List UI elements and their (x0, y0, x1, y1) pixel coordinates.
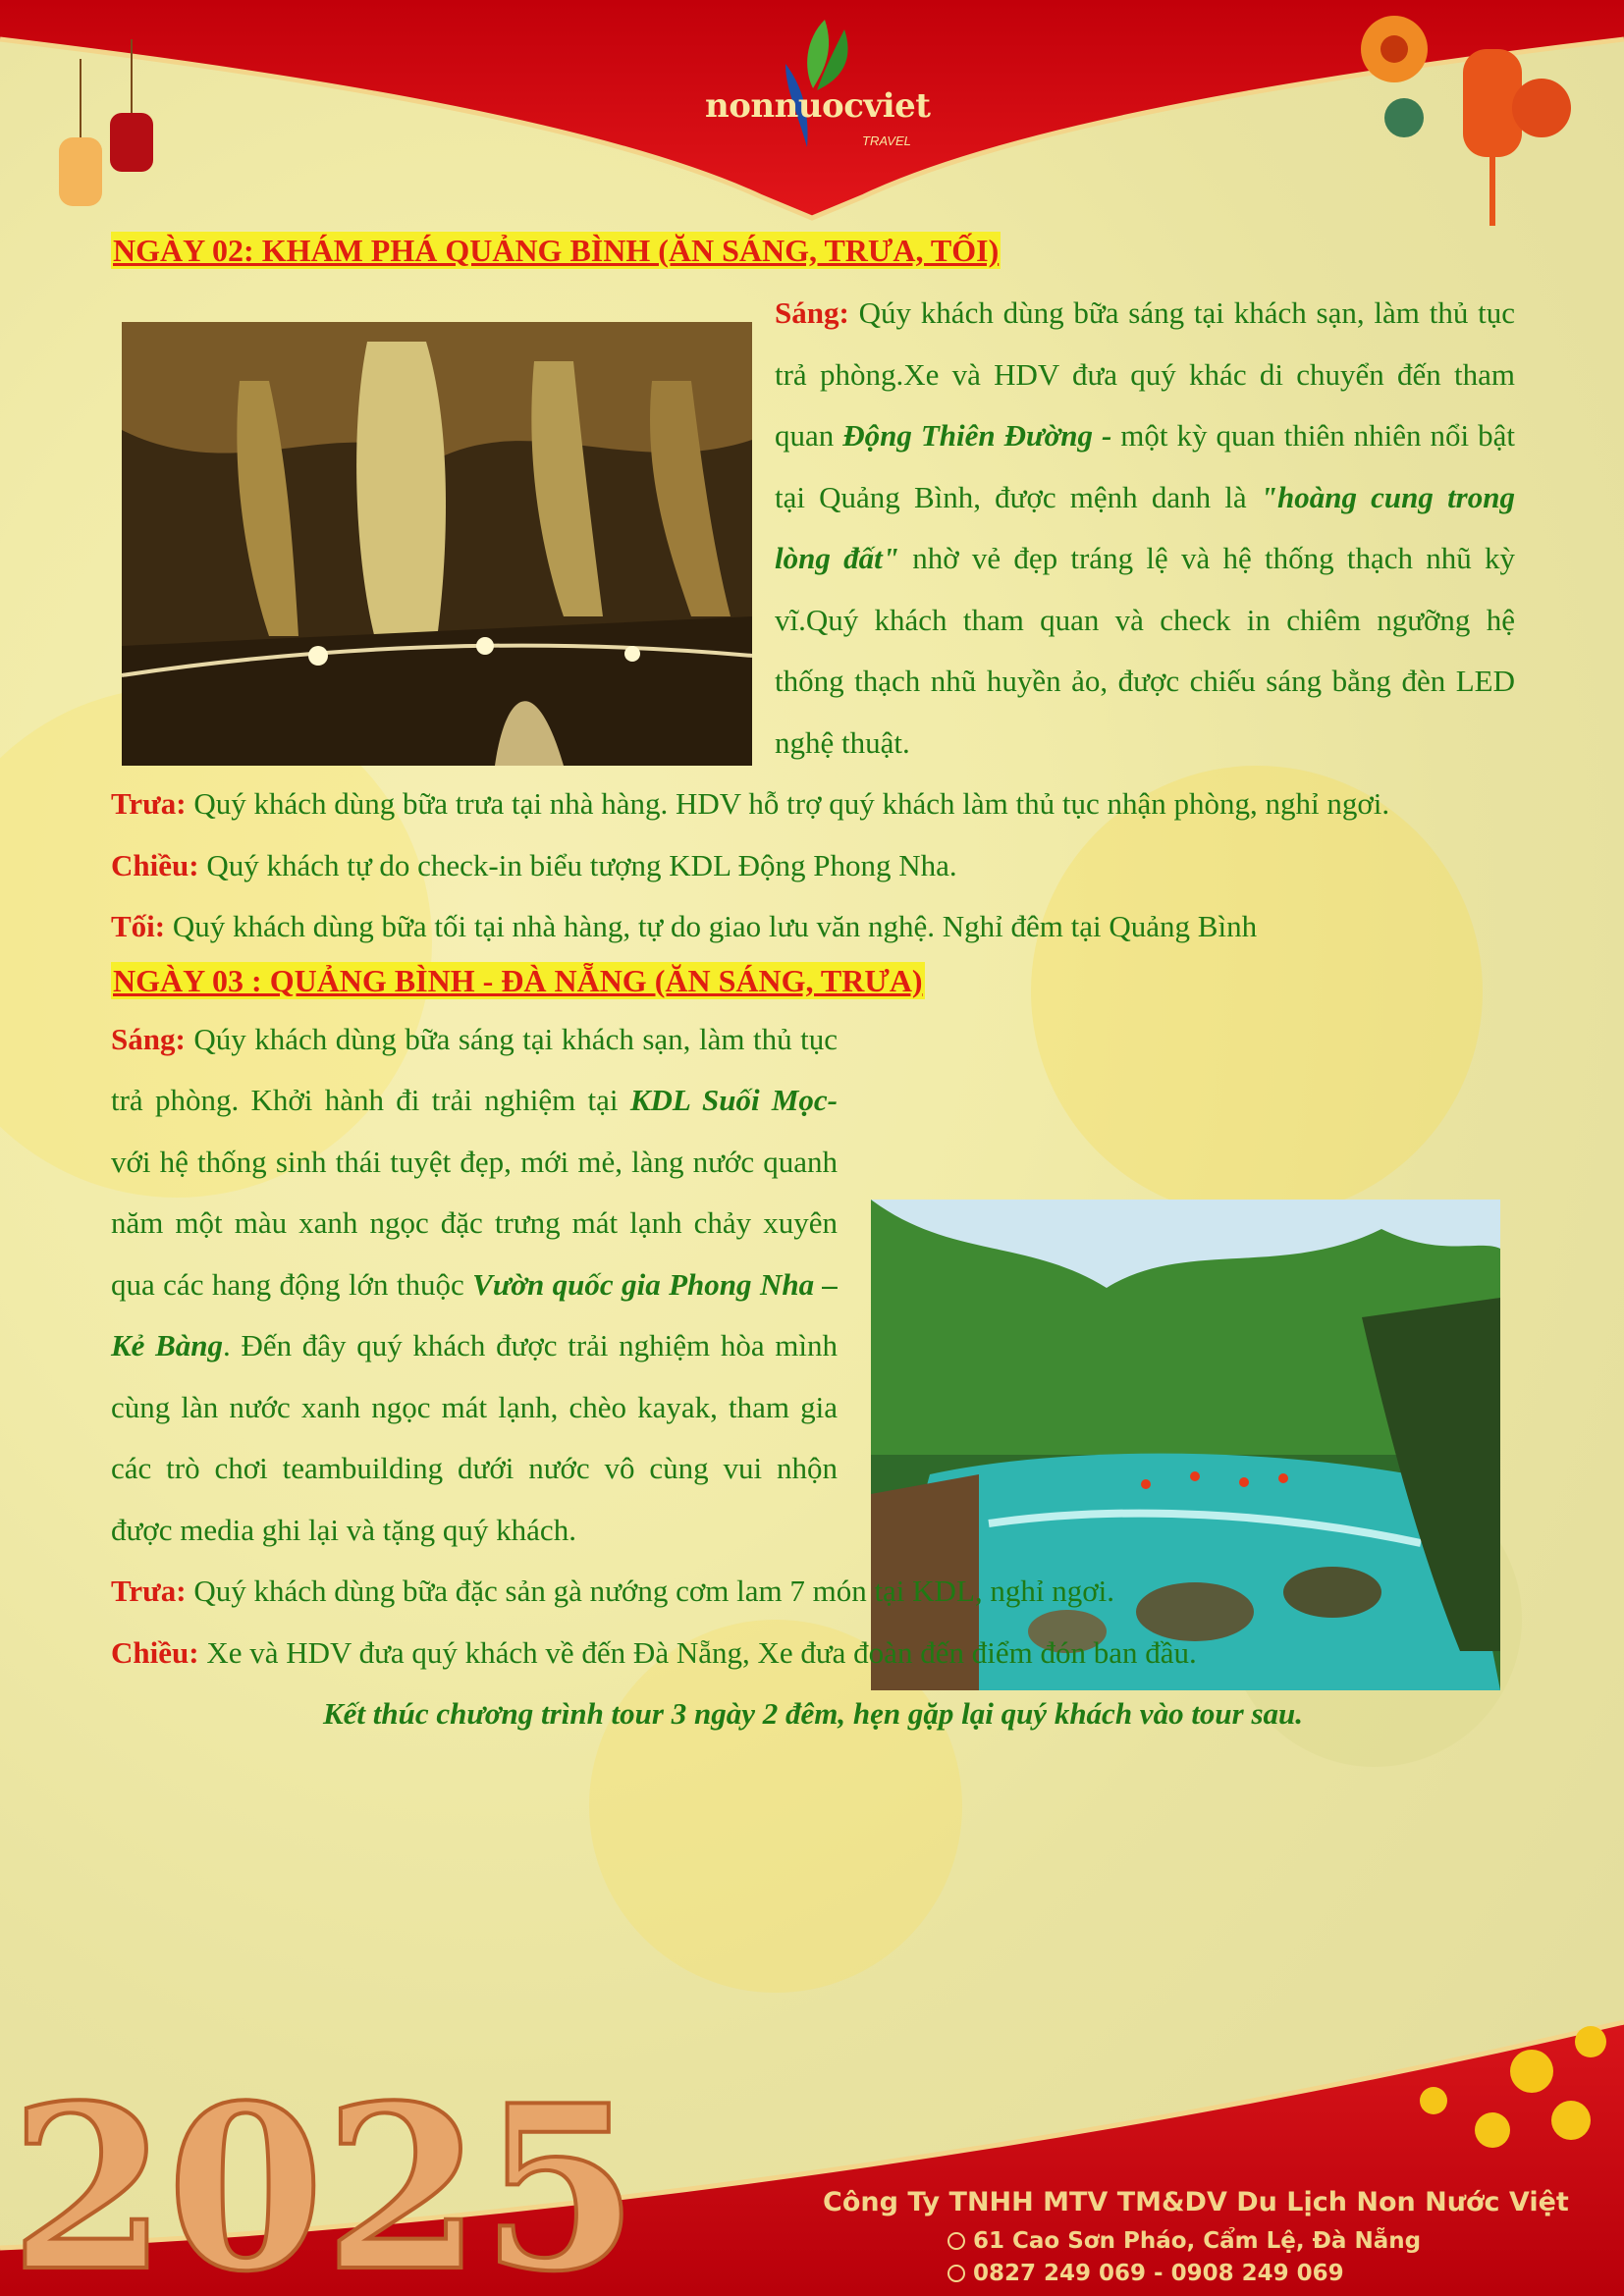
footer-address (947, 2228, 1421, 2254)
svg-text:2025: 2025 (10, 2056, 639, 2296)
day2-evening-text: Quý khách dùng bữa tối tại nhà hàng, tự do giao lưu văn nghệ. Nghỉ đêm tại Quảng Bình (165, 909, 1258, 943)
day3-morning-text-3: . Đến đây quý khách được trải nghiệm hòa mình cùng làn nước xanh ngọc mát lạnh, chèo kayak, tham gia các trò chơi teambuilding dưới nước vô cùng vui nhộn được media ghi lại và tặng quý khách. (111, 1328, 838, 1547)
day2-morning-text-3: nhờ vẻ đẹp tráng lệ và hệ thống thạch nhũ kỳ vĩ.Quý khách tham quan và check in chiêm ngưỡng hệ thống thạch nhũ huyền ảo, được chiếu sáng bằng đèn LED nghệ thuật. (775, 541, 1515, 760)
lantern-icon (59, 39, 153, 206)
logo-text: nonnuocviet (705, 86, 931, 126)
day2-morning-text: Qúy khách dùng bữa sáng tại khách sạn, làm thủ tục trả phòng.Xe và HDV đưa quý khác di chuyển đến tham quan (775, 295, 1515, 453)
noon-label: Trưa: (111, 1574, 187, 1608)
location-icon (947, 2232, 965, 2250)
day2-noon-text: Quý khách dùng bữa trưa tại nhà hàng. HDV hỗ trợ quý khách làm thủ tục nhận phòng, nghỉ ngơi. (186, 786, 1390, 821)
day3-morning-text: Qúy khách dùng bữa sáng tại khách sạn, làm thủ tục trả phòng. Khởi hành đi trải nghiệm tại (111, 1021, 838, 1117)
day2-heading: NGÀY 02: KHÁM PHÁ QUẢNG BÌNH (ĂN SÁNG, TRƯA, TỐI) (113, 233, 1000, 268)
footer-phone (947, 2261, 1344, 2286)
day3-noon-paragraph (111, 1561, 1515, 1623)
morning-label: Sáng: (111, 1021, 186, 1056)
day2-highlight-cave: Động Thiên Đường - (842, 418, 1112, 453)
phone-icon (947, 2265, 965, 2282)
day3-noon-text: Quý khách dùng bữa đặc sản gà nướng cơm lam 7 món tại KDL, nghỉ ngơi. (186, 1574, 1115, 1608)
day3-afternoon-paragraph (111, 1623, 1515, 1684)
image-spacer-right (838, 1009, 1515, 1510)
day3-heading: NGÀY 03 : QUẢNG BÌNH - ĐÀ NẴNG (ĂN SÁNG, TRƯA) (113, 962, 923, 998)
noon-label: Trưa: (111, 786, 187, 821)
day3-morning-text-2: với hệ thống sinh thái tuyệt đẹp, mới mẻ, làng nước quanh năm một màu xanh ngọc đặc trưng mát lạnh chảy xuyên qua các hang động lớn thuộc (111, 1144, 838, 1302)
morning-label: Sáng: (775, 295, 849, 330)
afternoon-label: Chiều: (111, 847, 199, 882)
footer-phone-text: 0827 249 069 - 0908 249 069 (973, 2261, 1344, 2286)
day3-afternoon-text: Xe và HDV đưa quý khách về đến Đà Nẵng, Xe đưa đoàn đến điểm đón ban đầu. (198, 1634, 1197, 1670)
lantern-icon (1463, 49, 1522, 226)
logo-subtitle: TRAVEL (862, 133, 911, 148)
footer-company-name: Công Ty TNHH MTV TM&DV Du Lịch Non Nước Việt (823, 2187, 1569, 2217)
day3-highlight-kdl: KDL Suối Mọc- (629, 1083, 838, 1117)
snake-2025-icon (10, 2056, 638, 2296)
itinerary-content (111, 224, 1515, 1744)
day2-evening-paragraph (111, 896, 1515, 958)
afternoon-label: Chiều: (111, 1634, 199, 1670)
day2-morning-text-2: một kỳ quan thiên nhiên nổi bật tại Quảng Bình, được mệnh danh là (775, 418, 1515, 514)
day2-highlight-quote: "hoàng cung trong lòng đất" (775, 479, 1515, 575)
day2-afternoon-text: Quý khách tự do check-in biểu tượng KDL Động Phong Nha. (198, 847, 957, 882)
day2-noon-paragraph (111, 774, 1515, 835)
image-spacer-left (111, 283, 775, 734)
day3-highlight-park: Vườn quốc gia Phong Nha – Kẻ Bàng (111, 1266, 838, 1362)
footer-address-text: 61 Cao Sơn Pháo, Cẩm Lệ, Đà Nẵng (973, 2228, 1422, 2254)
day2-afternoon-paragraph (111, 835, 1515, 897)
evening-label: Tối: (111, 909, 166, 943)
closing-message: Kết thúc chương trình tour 3 ngày 2 đêm, hẹn gặp lại quý khách vào tour sau. (322, 1696, 1304, 1731)
